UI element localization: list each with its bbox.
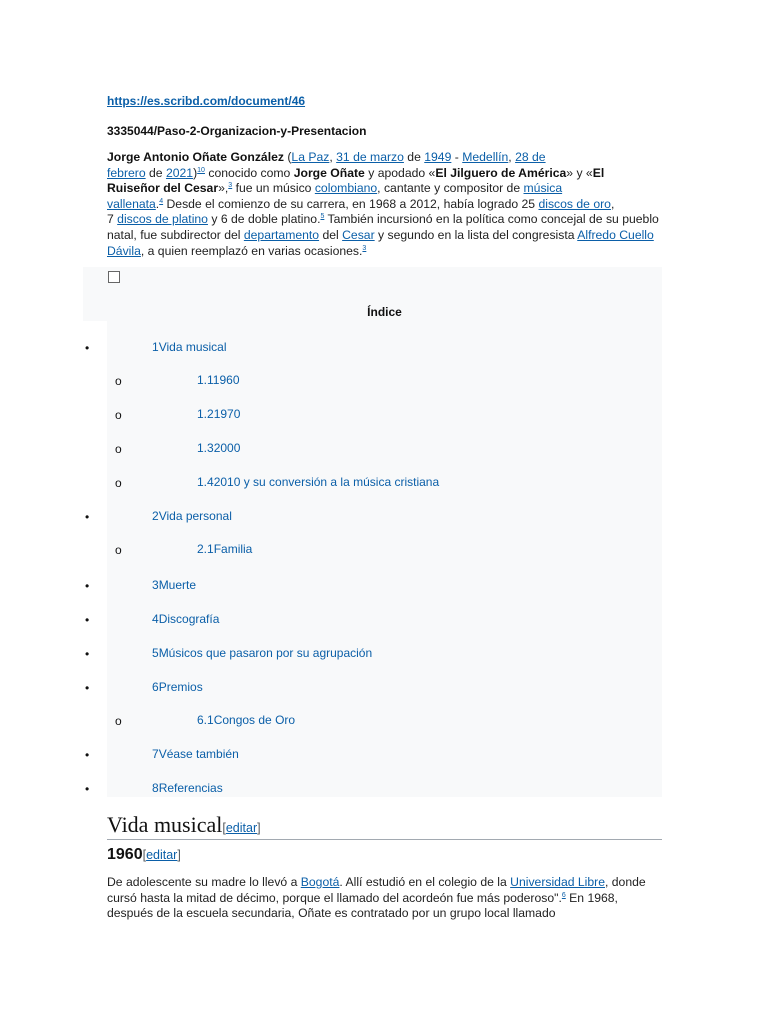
subsection-heading-1960 bbox=[107, 846, 181, 864]
toc-item-number: 3 bbox=[152, 578, 159, 592]
toc-bullet-circle: o bbox=[115, 714, 122, 728]
para-text-2: . Allí estudió en el colegio de la bbox=[339, 875, 507, 889]
ref-5[interactable]: 5 bbox=[320, 213, 325, 221]
toc-bullet-disc: • bbox=[85, 782, 90, 796]
link-universidad-libre[interactable]: Universidad Libre bbox=[510, 875, 605, 889]
toc-item-label: Véase también bbox=[158, 747, 239, 761]
toc-item-number: 6 bbox=[152, 680, 159, 694]
toc-item[interactable] bbox=[152, 781, 223, 795]
toc-item-label: Vida personal bbox=[158, 509, 232, 523]
paragraph-1960 bbox=[107, 875, 659, 922]
toc-item-label: Vida musical bbox=[158, 340, 227, 354]
toc-bullet-circle: o bbox=[115, 374, 122, 388]
toc-item-number: 6.1 bbox=[197, 713, 214, 727]
toc-item-label: Congos de Oro bbox=[213, 713, 296, 727]
toc-bullet-circle: o bbox=[115, 543, 122, 557]
toc-item[interactable] bbox=[197, 407, 240, 421]
text-cantante: , cantante y compositor de bbox=[377, 181, 521, 196]
section-edit bbox=[222, 821, 260, 835]
toc-item-number: 1.2 bbox=[197, 407, 214, 421]
text-conocido: conocido como bbox=[208, 165, 291, 180]
link-departamento[interactable]: departamento bbox=[243, 227, 320, 242]
toc-item[interactable] bbox=[197, 441, 240, 455]
toc-item-label: 1970 bbox=[213, 407, 241, 421]
toc-item-label: Músicos que pasaron por su agrupación bbox=[158, 646, 373, 660]
toc-toggle-checkbox[interactable] bbox=[108, 271, 120, 283]
edit-bracket-open: [ bbox=[222, 821, 226, 835]
toc-item-number: 1.3 bbox=[197, 441, 214, 455]
toc-item-number: 2 bbox=[152, 509, 159, 523]
link-discos-platino[interactable]: discos de platino bbox=[117, 212, 208, 227]
toc-item-label: Premios bbox=[158, 680, 203, 694]
para-text-1: De adolescente su madre lo llevó a bbox=[107, 875, 298, 889]
toc-item-label: Muerte bbox=[158, 578, 197, 592]
alias-el: El bbox=[592, 165, 605, 180]
toc-item-number: 7 bbox=[152, 747, 159, 761]
toc-item-label: 1960 bbox=[212, 373, 240, 387]
toc-item-label: Referencias bbox=[158, 781, 223, 795]
link-cesar[interactable]: Cesar bbox=[342, 227, 375, 242]
alias-jilguero: El Jilguero de América bbox=[435, 165, 567, 180]
text-segundo: y segundo en la lista del congresista bbox=[378, 227, 575, 242]
toc-bullet-disc: • bbox=[85, 613, 90, 627]
text-quien: , a quien reemplazó en varias ocasiones. bbox=[140, 243, 363, 258]
sub-edit-bracket-close: ] bbox=[177, 848, 181, 862]
toc-item-label: 2010 y su conversión a la música cristiana bbox=[213, 475, 440, 489]
person-name: Jorge Antonio Oñate González bbox=[107, 150, 284, 164]
toc-item-label: 2000 bbox=[213, 441, 241, 455]
link-musica[interactable]: música bbox=[523, 181, 563, 196]
alias-jorge-onate: Jorge Oñate bbox=[293, 165, 365, 180]
sub-edit-bracket-open: [ bbox=[142, 848, 147, 862]
text-desde: Desde el comienzo de su carrera, en 1968 a 2012, había logrado 25 bbox=[166, 196, 536, 211]
toc-item[interactable] bbox=[152, 509, 232, 523]
text-siete: 7 bbox=[107, 212, 114, 227]
toc-bullet-disc: • bbox=[85, 748, 90, 762]
document-path: 3335044/Paso-2-Organizacion-y-Presentacion bbox=[107, 124, 367, 138]
toc-bullet-disc: • bbox=[85, 341, 90, 355]
toc-item-number: 5 bbox=[152, 646, 159, 660]
link-colombiano[interactable]: colombiano bbox=[314, 181, 378, 196]
toc-toggle-strip bbox=[83, 267, 107, 321]
link-1949[interactable]: 1949 bbox=[424, 150, 452, 164]
toc-item-number: 1 bbox=[152, 340, 159, 354]
toc-bullet-disc: • bbox=[85, 681, 90, 695]
ref-3b[interactable]: 3 bbox=[362, 244, 367, 252]
toc-item-number: 1.4 bbox=[197, 475, 214, 489]
link-2021[interactable]: 2021 bbox=[165, 165, 194, 180]
link-la-paz[interactable]: La Paz bbox=[291, 150, 330, 164]
toc-item[interactable] bbox=[197, 373, 240, 387]
link-febrero[interactable]: febrero bbox=[107, 165, 146, 180]
ref-3a[interactable]: 3 bbox=[228, 182, 233, 190]
toc-item[interactable] bbox=[152, 646, 372, 660]
toc-title: Índice bbox=[367, 305, 402, 319]
toc-item[interactable] bbox=[197, 542, 252, 556]
toc-item[interactable] bbox=[152, 612, 219, 626]
text-fue: fue un músico bbox=[235, 181, 312, 196]
link-discos-oro[interactable]: discos de oro bbox=[538, 196, 611, 211]
subsection-edit bbox=[143, 848, 181, 862]
link-bogota[interactable]: Bogotá bbox=[300, 875, 340, 889]
toc-bullet-disc: • bbox=[85, 510, 90, 524]
ref-6[interactable]: 6 bbox=[561, 891, 566, 899]
link-28-de[interactable]: 28 de bbox=[515, 150, 546, 164]
ref-10[interactable]: 10 bbox=[197, 166, 205, 174]
para-text-3: , donde cursó hasta la mitad de décimo, porque el llamado del acordeón fue más poderoso". bbox=[107, 875, 646, 905]
toc-item[interactable] bbox=[152, 340, 227, 354]
link-alfredo-cuello[interactable]: Alfredo Cuello Dávila bbox=[107, 227, 654, 258]
edit-bracket-close: ] bbox=[257, 821, 261, 835]
text-del: del bbox=[322, 227, 339, 242]
toc-item[interactable] bbox=[197, 713, 295, 727]
ref-4[interactable]: 4 bbox=[159, 197, 164, 205]
para-text-4: En 1968, después de la escuela secundaria, Oñate es contratado por un grupo local llamado bbox=[107, 890, 618, 921]
toc-item-number: 2.1 bbox=[197, 542, 214, 556]
toc-item-number: 4 bbox=[152, 612, 159, 626]
toc-item-label: Familia bbox=[213, 542, 253, 556]
document-url[interactable]: https://es.scribd.com/document/46 bbox=[107, 94, 306, 108]
edit-link-1960[interactable]: editar bbox=[146, 848, 178, 862]
text-apodado: y apodado « bbox=[368, 165, 436, 180]
toc-item[interactable] bbox=[152, 680, 203, 694]
alias-ruisenor: Ruiseñor del Cesar bbox=[107, 181, 219, 196]
text-y: » y « bbox=[566, 165, 593, 180]
link-31-marzo[interactable]: 31 de marzo bbox=[336, 150, 404, 164]
link-medellin[interactable]: Medellín bbox=[462, 150, 509, 164]
toc-item-number: 1.1 bbox=[197, 373, 213, 387]
toc-bullet-disc: • bbox=[85, 647, 90, 661]
toc-bullet-circle: o bbox=[115, 476, 122, 490]
link-vallenata[interactable]: vallenata bbox=[107, 196, 156, 211]
toc-item[interactable] bbox=[152, 747, 239, 761]
toc-bullet-disc: • bbox=[85, 579, 90, 593]
toc-item[interactable] bbox=[197, 475, 439, 489]
toc-bullet-circle: o bbox=[115, 408, 122, 422]
section-heading-vida-musical bbox=[107, 812, 662, 840]
intro-paragraph: Jorge Antonio Oñate González (La Paz, 31 de marzo de 1949 - Medellín, 28 de febrero de 2021)$^{10}$ conocido como Jorge Oñate y apodado «El Jilguero de América» y «El Ruiseñor del Cesar»,$^3$ fue un músico colombiano, cantante y compositor de música vallenata.$^4$ Desde el comienzo de su carrera, en 1968 a 2012, había logrado 25 discos de oro, 7 discos de platino y 6 de doble platino.$^5$ También incursionó en la política como concejal de su pueblo natal, fue subdirector del departamento del Cesar y segundo en la lista del congresista Alfredo Cuello Dávila, a quien reemplazó en varias ocasiones.$^3$ bbox=[107, 150, 659, 258]
toc-item-label: Discografía bbox=[158, 612, 220, 626]
section-heading-text: Vida musical bbox=[107, 812, 223, 837]
subsection-heading-text: 1960 bbox=[107, 846, 143, 863]
toc-item-number: 8 bbox=[152, 781, 159, 795]
edit-link-vida-musical[interactable]: editar bbox=[225, 821, 258, 835]
text-tambien: También incursionó en la política como concejal de su pueblo natal, fue subdirector del bbox=[107, 212, 659, 242]
text-doble-platino: y 6 de doble platino. bbox=[211, 212, 321, 227]
toc-bullet-circle: o bbox=[115, 442, 122, 456]
toc-item[interactable] bbox=[152, 578, 196, 592]
